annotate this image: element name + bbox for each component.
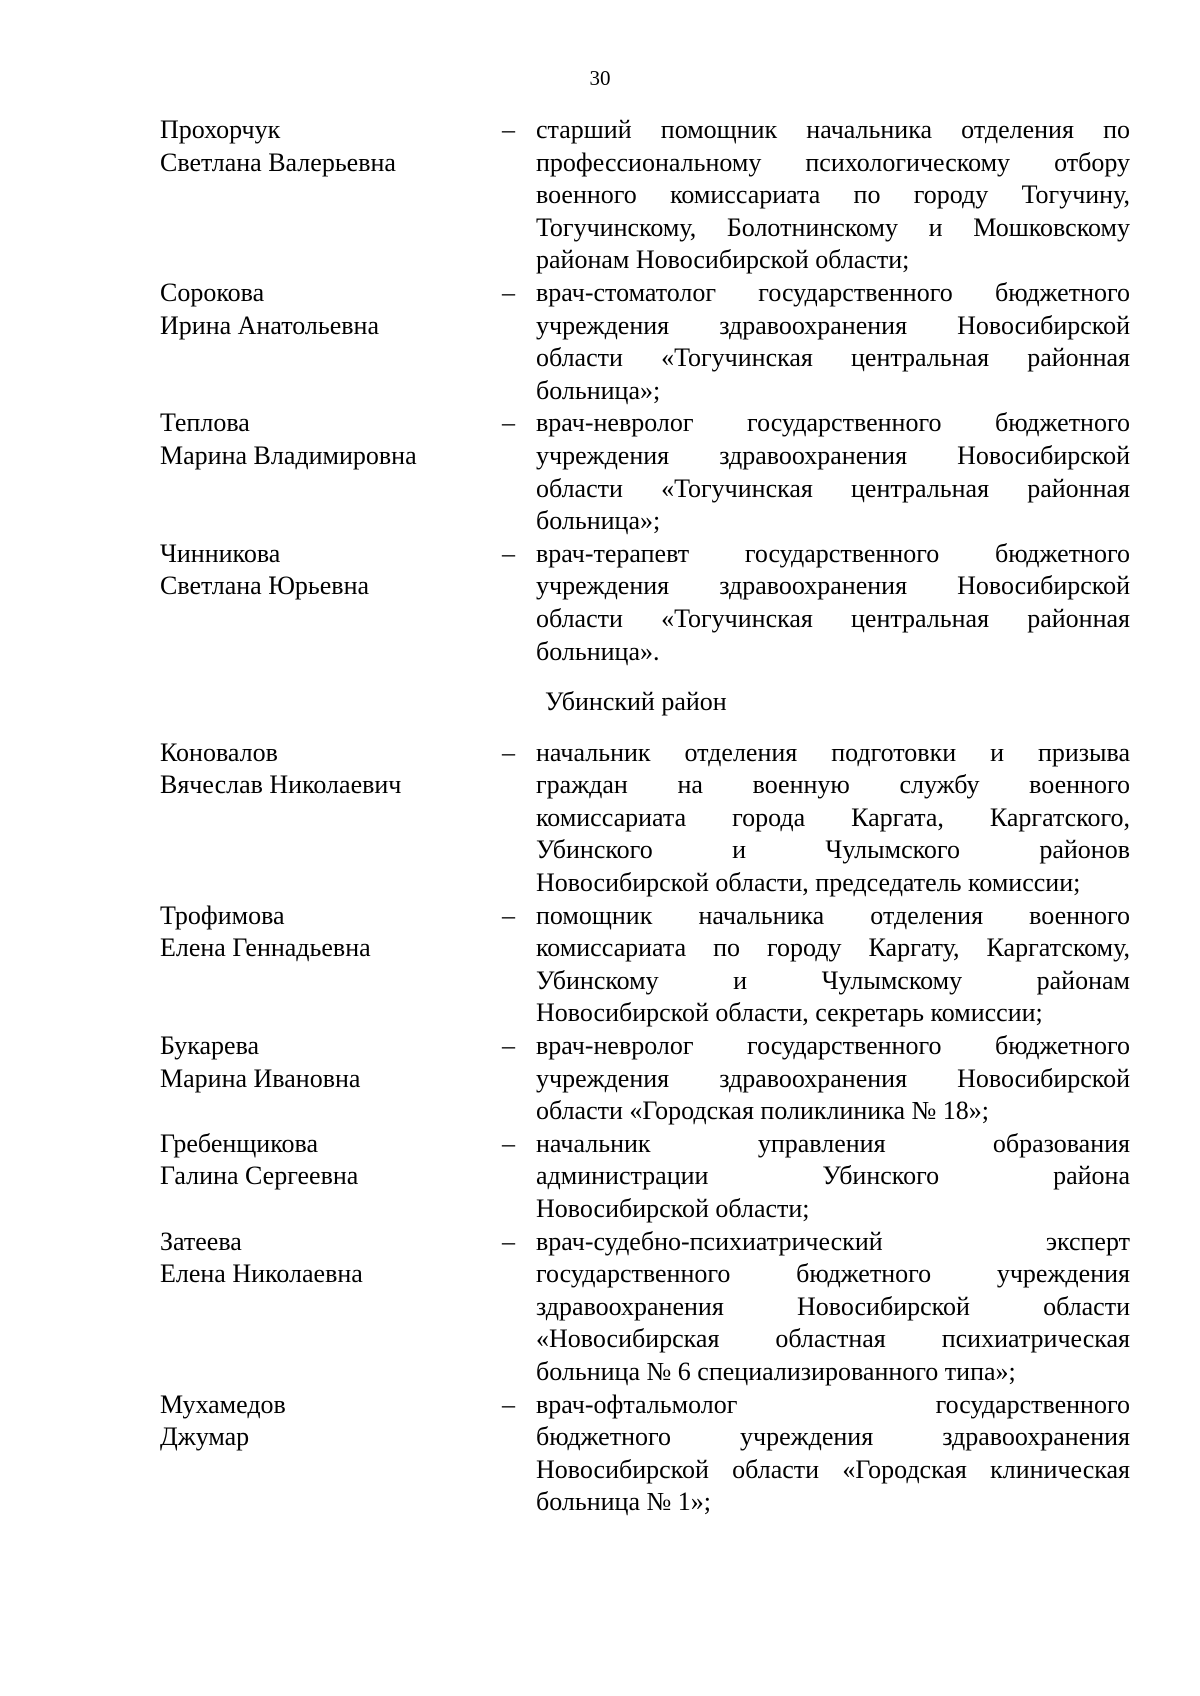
position-line: учреждения здравоохранения Новосибирской: [536, 310, 1130, 340]
member-surname: Гребенщикова: [160, 1128, 318, 1158]
position-line: военного комиссариата по городу Тогучину,: [536, 180, 1130, 210]
position-line: Тогучинскому, Болотнинскому и Мошковскому: [536, 212, 1130, 242]
position-line: старший помощник начальника отделения по: [536, 115, 1130, 144]
member-given-names: Светлана Юрьевна: [160, 571, 370, 601]
member-name: [160, 277, 502, 342]
member-given-names: Галина Сергеевна: [160, 1161, 359, 1191]
dash-separator: –: [502, 1128, 515, 1158]
position-line: учреждения здравоохранения Новосибирской: [536, 571, 1130, 601]
member-given-names: Елена Геннадьевна: [160, 933, 371, 963]
section-heading: Убинский район: [545, 687, 727, 717]
position-line: врач-невролог государственного бюджетного: [536, 408, 1130, 438]
member-position: [536, 114, 1130, 277]
member-given-names: Елена Николаевна: [160, 1259, 363, 1289]
member-position: [536, 1128, 1130, 1226]
member-name: [160, 407, 502, 472]
member-entry: [160, 277, 1130, 407]
member-given-names: Джумар: [160, 1422, 250, 1452]
position-line: Убинского и Чулымского районов: [536, 835, 1130, 865]
position-line: помощник начальника отделения военного: [536, 900, 1130, 930]
position-line: граждан на военную службу военного: [536, 770, 1130, 800]
position-line: Новосибирской области, секретарь комиссии;: [536, 998, 1043, 1028]
position-line: врач-судебно-психиатрический эксперт: [536, 1226, 1130, 1256]
member-surname: Коновалов: [160, 737, 278, 767]
position-line: врач-терапевт государственного бюджетного: [536, 538, 1130, 568]
position-line: здравоохранения Новосибирской области: [536, 1291, 1130, 1321]
position-line: комиссариата по городу Каргату, Каргатскому,: [536, 933, 1130, 963]
member-entry: [160, 1389, 1130, 1519]
member-name: [160, 1226, 502, 1291]
member-name: [160, 900, 502, 965]
position-line: области «Тогучинская центральная районная: [536, 603, 1130, 633]
position-line: профессиональному психологическому отбору: [536, 147, 1130, 177]
position-line: Убинскому и Чулымскому районам: [536, 965, 1130, 995]
member-entry: [160, 114, 1130, 277]
position-line: врач-невролог государственного бюджетного: [536, 1031, 1130, 1061]
position-line: бюджетного учреждения здравоохранения: [536, 1422, 1130, 1452]
dash-separator: –: [502, 900, 515, 930]
position-line: учреждения здравоохранения Новосибирской: [536, 440, 1130, 470]
member-position: [536, 407, 1130, 537]
position-line: области «Тогучинская центральная районная: [536, 473, 1130, 503]
position-line: больница»;: [536, 506, 661, 536]
position-line: врач-стоматолог государственного бюджетного: [536, 277, 1130, 307]
dash-separator: –: [502, 1226, 515, 1256]
position-line: больница № 1»;: [536, 1487, 712, 1517]
position-line: Новосибирской области;: [536, 1194, 810, 1223]
member-surname: Затеева: [160, 1226, 242, 1256]
member-name: [160, 114, 502, 179]
dash-separator: –: [502, 408, 515, 438]
member-position: [536, 900, 1130, 1030]
position-line: больница № 6 специализированного типа»;: [536, 1356, 1016, 1386]
position-line: начальник отделения подготовки и призыва: [536, 737, 1130, 767]
member-surname: Чинникова: [160, 538, 281, 568]
position-line: области «Городская поликлиника № 18»;: [536, 1096, 990, 1126]
member-given-names: Вячеслав Николаевич: [160, 770, 402, 800]
dash-separator: –: [502, 1031, 515, 1061]
member-name: [160, 737, 502, 802]
position-line: районам Новосибирской области;: [536, 245, 910, 275]
dash-separator: –: [502, 737, 515, 767]
member-entry: [160, 900, 1130, 1030]
member-given-names: Ирина Анатольевна: [160, 310, 379, 340]
position-line: больница»;: [536, 375, 661, 405]
member-position: [536, 538, 1130, 668]
position-line: государственного бюджетного учреждения: [536, 1259, 1130, 1289]
member-surname: Прохорчук: [160, 115, 281, 144]
member-entry: [160, 1030, 1130, 1128]
member-given-names: Марина Владимировна: [160, 440, 417, 470]
member-surname: Трофимова: [160, 900, 285, 930]
position-line: области «Тогучинская центральная районная: [536, 343, 1130, 373]
member-entry: [160, 1128, 1130, 1226]
dash-separator: –: [502, 115, 515, 144]
member-surname: Букарева: [160, 1031, 260, 1061]
position-line: «Новосибирская областная психиатрическая: [536, 1324, 1130, 1354]
position-line: больница».: [536, 636, 660, 666]
member-entry: [160, 407, 1130, 537]
dash-separator: –: [502, 277, 515, 307]
member-position: [536, 1389, 1130, 1519]
member-name: [160, 1030, 502, 1095]
member-entry: [160, 538, 1130, 668]
position-line: администрации Убинского района: [536, 1161, 1130, 1191]
member-surname: Сорокова: [160, 277, 265, 307]
position-line: начальник управления образования: [536, 1128, 1130, 1158]
member-list-group2: [160, 737, 1130, 1519]
commission-list: [160, 114, 1130, 1519]
member-name: [160, 1389, 502, 1454]
member-surname: Мухамедов: [160, 1389, 286, 1419]
position-line: Новосибирской области, председатель комиссии;: [536, 868, 1081, 898]
member-position: [536, 277, 1130, 407]
position-line: врач-офтальмолог государственного: [536, 1389, 1130, 1419]
member-surname: Теплова: [160, 408, 250, 438]
member-name: [160, 538, 502, 603]
member-entry: [160, 737, 1130, 900]
dash-separator: –: [502, 1389, 515, 1419]
member-name: [160, 1128, 502, 1193]
page-number: 30: [589, 66, 611, 90]
member-position: [536, 1226, 1130, 1389]
position-line: учреждения здравоохранения Новосибирской: [536, 1063, 1130, 1093]
member-given-names: Марина Ивановна: [160, 1063, 361, 1093]
member-given-names: Светлана Валерьевна: [160, 147, 396, 177]
member-entry: [160, 1226, 1130, 1389]
position-line: Новосибирской области «Городская клиническая: [536, 1454, 1130, 1484]
member-position: [536, 737, 1130, 900]
dash-separator: –: [502, 538, 515, 568]
member-list-group1: [160, 114, 1130, 668]
position-line: комиссариата города Каргата, Каргатского,: [536, 802, 1130, 832]
member-position: [536, 1030, 1130, 1128]
